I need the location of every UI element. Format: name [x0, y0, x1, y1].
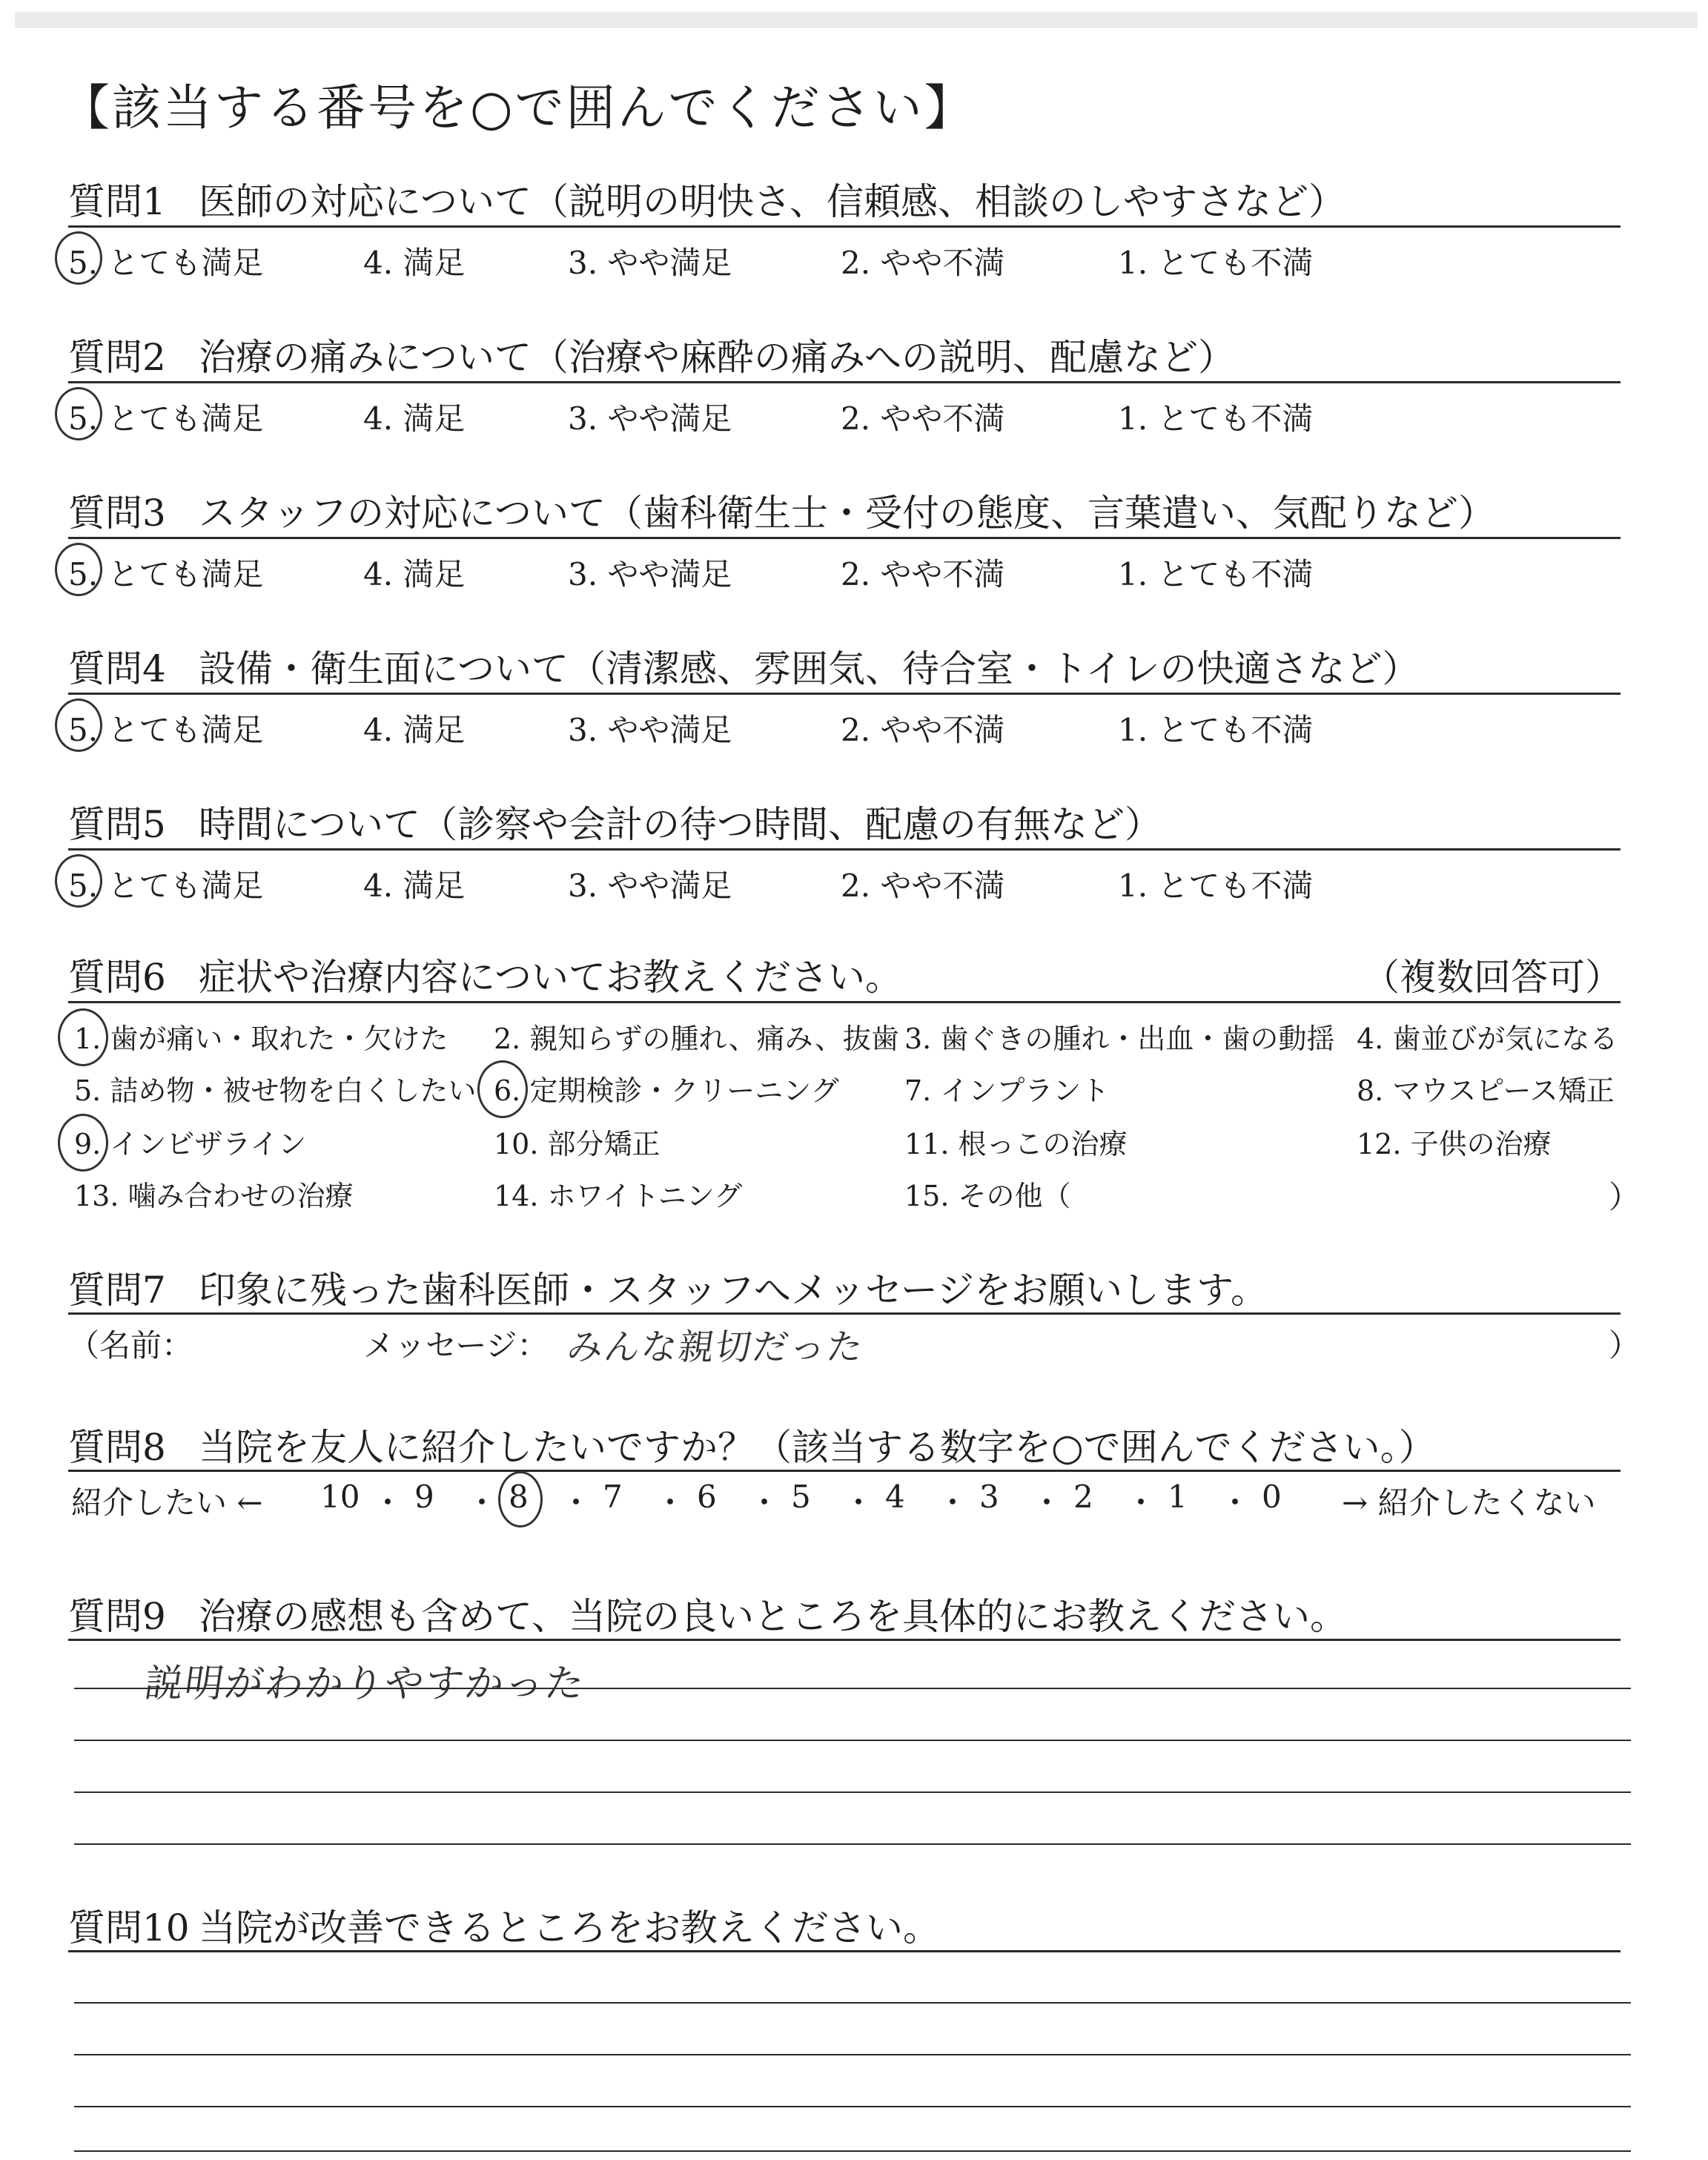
q5-number: 質問5 — [68, 803, 166, 846]
q9-text: 治療の感想も含めて、当院の良いところを具体的にお教えください。 — [199, 1595, 1347, 1638]
q8-separator: ・ — [466, 1484, 498, 1521]
q8-scale-0[interactable]: 0 — [1262, 1479, 1282, 1515]
q8-scale-3[interactable]: 3 — [979, 1479, 999, 1515]
q1-title — [68, 172, 1345, 225]
q6-option-8[interactable]: 8. マウスピース矯正 — [1357, 1074, 1615, 1107]
scan-top-edge — [15, 12, 1698, 28]
q2-title — [68, 328, 1235, 381]
q1-option-5[interactable]: 5. とても満足 — [68, 245, 264, 281]
page-instruction: 【該当する番号を○で囲んでください】 — [61, 79, 976, 136]
q6-multi-note: （複数回答可） — [1363, 956, 1622, 999]
q7-rule — [68, 1312, 1621, 1315]
q8-scale-5[interactable]: 5 — [791, 1479, 811, 1515]
q3-number: 質問3 — [68, 492, 166, 535]
q3-rule — [68, 537, 1621, 539]
q6-number: 質問6 — [68, 956, 166, 999]
q3-text: スタッフの対応について（歯科衛生士・受付の態度、言葉遣い、気配りなど） — [199, 492, 1495, 535]
q9-line-1 — [74, 1688, 1631, 1689]
q1-option-3[interactable]: 3. やや満足 — [568, 245, 732, 281]
q8-scale-9[interactable]: 9 — [414, 1479, 434, 1515]
q2-option-1[interactable]: 1. とても不満 — [1118, 400, 1314, 437]
q2-option-5[interactable]: 5. とても満足 — [68, 400, 264, 437]
q8-separator: ・ — [749, 1484, 781, 1521]
q10-rule — [68, 1950, 1621, 1952]
q2-rule — [68, 381, 1621, 383]
q6-other-close: ） — [1609, 1179, 1641, 1215]
q1-number: 質問1 — [68, 180, 166, 223]
q8-scale-4[interactable]: 4 — [885, 1479, 905, 1515]
q10-text: 当院が改善できるところをお教えください。 — [199, 1906, 940, 1949]
q4-option-1[interactable]: 1. とても不満 — [1118, 712, 1314, 748]
q8-right-label: → 紹介したくない — [1342, 1484, 1596, 1521]
q8-separator: ・ — [560, 1484, 592, 1521]
q6-title — [68, 948, 902, 1001]
q5-option-4[interactable]: 4. 満足 — [363, 868, 466, 904]
q5-option-1[interactable]: 1. とても不満 — [1118, 868, 1314, 904]
q9-line-4 — [74, 1843, 1631, 1845]
q8-scale-7[interactable]: 7 — [603, 1479, 623, 1515]
q8-separator: ・ — [1031, 1484, 1063, 1521]
q1-rule — [68, 225, 1621, 228]
q3-option-3[interactable]: 3. やや満足 — [568, 556, 732, 592]
q8-separator: ・ — [1219, 1484, 1251, 1521]
q7-close: ） — [1609, 1327, 1641, 1364]
q4-number: 質問4 — [68, 647, 166, 690]
q8-scale-10[interactable]: 10 — [320, 1479, 360, 1515]
q6-option-11[interactable]: 11. 根っこの治療 — [904, 1128, 1128, 1160]
q8-left-label: 紹介したい ← — [71, 1484, 263, 1521]
q9-number: 質問9 — [68, 1595, 166, 1638]
q7-name-label: （名前： — [68, 1327, 193, 1364]
q8-text: 当院を友人に紹介したいですか？（該当する数字を○で囲んでください。） — [199, 1426, 1436, 1469]
q8-scale-2[interactable]: 2 — [1073, 1479, 1093, 1515]
q7-text: 印象に残った歯科医師・スタッフへメッセージをお願いします。 — [199, 1269, 1268, 1312]
q2-option-3[interactable]: 3. やや満足 — [568, 400, 732, 437]
q8-scale-8[interactable]: 8 — [509, 1479, 529, 1515]
q10-number: 質問10 — [68, 1906, 190, 1949]
q9-title — [68, 1587, 1347, 1640]
q7-number: 質問7 — [68, 1269, 166, 1312]
q8-scale-6[interactable]: 6 — [697, 1479, 717, 1515]
q4-option-3[interactable]: 3. やや満足 — [568, 712, 732, 748]
q6-text: 症状や治療内容についてお教えください。 — [199, 956, 902, 999]
q6-option-13[interactable]: 13. 噛み合わせの治療 — [74, 1180, 354, 1212]
q1-option-1[interactable]: 1. とても不満 — [1118, 245, 1314, 281]
q3-title — [68, 483, 1495, 537]
q10-line-2 — [74, 2054, 1631, 2055]
q3-option-1[interactable]: 1. とても不満 — [1118, 556, 1314, 592]
q4-option-4[interactable]: 4. 満足 — [363, 712, 466, 748]
q5-rule — [68, 848, 1621, 851]
q6-option-2[interactable]: 2. 親知らずの腫れ、痛み、抜歯 — [494, 1023, 899, 1055]
q4-title — [68, 639, 1420, 693]
q10-title — [68, 1898, 940, 1952]
q2-option-4[interactable]: 4. 満足 — [363, 400, 466, 437]
q8-scale-1[interactable]: 1 — [1168, 1479, 1188, 1515]
q7-message-value[interactable]: みんな親切だった — [564, 1327, 867, 1368]
q8-separator: ・ — [843, 1484, 875, 1521]
q4-option-5[interactable]: 5. とても満足 — [68, 712, 264, 748]
q8-separator: ・ — [1125, 1484, 1157, 1521]
q6-option-15[interactable]: 15. その他（ — [904, 1180, 1071, 1212]
q1-option-2[interactable]: 2. やや不満 — [841, 245, 1005, 281]
q4-text: 設備・衛生面について（清潔感、雰囲気、待合室・トイレの快適さなど） — [199, 647, 1420, 690]
q6-option-7[interactable]: 7. インプラント — [904, 1074, 1110, 1107]
q10-line-3 — [74, 2106, 1631, 2107]
q6-option-4[interactable]: 4. 歯並びが気になる — [1357, 1023, 1618, 1055]
q7-title — [68, 1261, 1268, 1314]
q6-option-6[interactable]: 6. 定期検診・クリーニング — [494, 1074, 839, 1107]
q2-text: 治療の痛みについて（治療や麻酔の痛みへの説明、配慮など） — [199, 336, 1235, 379]
q5-option-3[interactable]: 3. やや満足 — [568, 868, 732, 904]
q5-option-2[interactable]: 2. やや不満 — [841, 868, 1005, 904]
q10-line-1 — [74, 2002, 1631, 2004]
q6-rule — [68, 1001, 1621, 1003]
q4-rule — [68, 693, 1621, 695]
q1-text: 医師の対応について（説明の明快さ、信頼感、相談のしやすさなど） — [199, 180, 1345, 223]
q3-option-2[interactable]: 2. やや不満 — [841, 556, 1005, 592]
q8-number: 質問8 — [68, 1426, 166, 1469]
q8-separator: ・ — [655, 1484, 686, 1521]
q6-option-5[interactable]: 5. 詰め物・被せ物を白くしたい — [74, 1074, 477, 1107]
q3-option-4[interactable]: 4. 満足 — [363, 556, 466, 592]
q9-answer[interactable]: 説明がわかりやすかった — [142, 1662, 589, 1706]
q7-message-label: メッセージ： — [363, 1327, 549, 1364]
q2-option-2[interactable]: 2. やや不満 — [841, 400, 1005, 437]
q6-option-1[interactable]: 1. 歯が痛い・取れた・欠けた — [74, 1023, 448, 1055]
q2-number: 質問2 — [68, 336, 166, 379]
q6-option-12[interactable]: 12. 子供の治療 — [1357, 1128, 1552, 1160]
q8-title — [68, 1418, 1436, 1471]
q5-title — [68, 795, 1162, 848]
q10-line-4 — [74, 2150, 1631, 2152]
q9-line-3 — [74, 1791, 1631, 1793]
q8-separator: ・ — [937, 1484, 969, 1521]
q6-option-10[interactable]: 10. 部分矯正 — [494, 1128, 661, 1160]
q5-option-5[interactable]: 5. とても満足 — [68, 868, 264, 904]
q1-option-4[interactable]: 4. 満足 — [363, 245, 466, 281]
q9-line-2 — [74, 1740, 1631, 1741]
q6-option-14[interactable]: 14. ホワイトニング — [494, 1180, 743, 1212]
q6-option-3[interactable]: 3. 歯ぐきの腫れ・出血・歯の動揺 — [904, 1023, 1335, 1055]
q4-option-2[interactable]: 2. やや不満 — [841, 712, 1005, 748]
q3-option-5[interactable]: 5. とても満足 — [68, 556, 264, 592]
q8-rule — [68, 1470, 1621, 1472]
q9-rule — [68, 1639, 1621, 1641]
q8-separator: ・ — [372, 1484, 404, 1521]
q6-option-9[interactable]: 9. インビザライン — [74, 1128, 307, 1160]
q5-text: 時間について（診察や会計の待つ時間、配慮の有無など） — [199, 803, 1162, 846]
